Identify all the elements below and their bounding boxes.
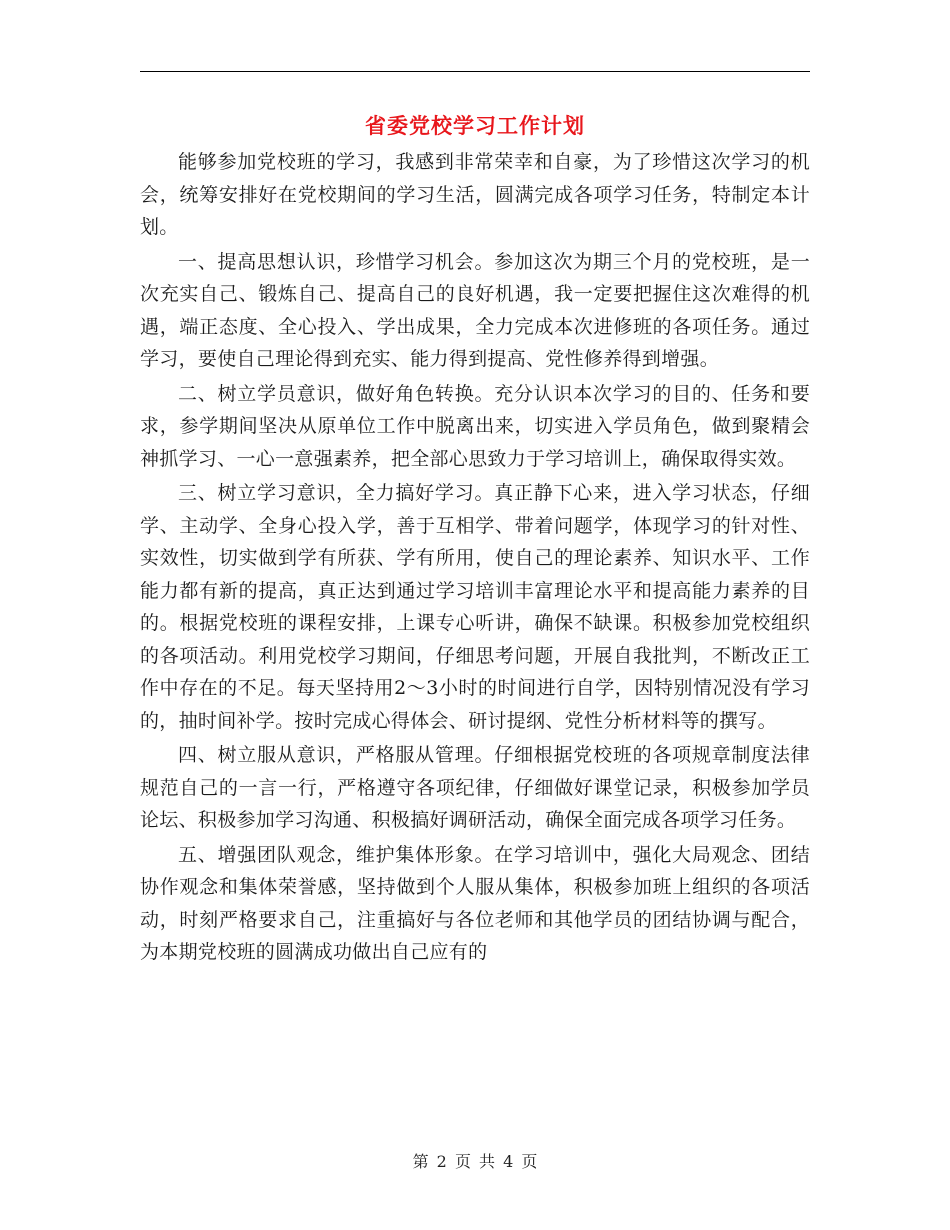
paragraph-section-5: 五、增强团队观念，维护集体形象。在学习培训中，强化大局观念、团结协作观念和集体荣誉感，坚持做到个人服从集体，积极参加班上组织的各项活动，时刻严格要求自己，注重搞好与各位老师和其他学员的团结协调与配合，为本期党校班的圆满成功做出自己应有的	[140, 843, 810, 963]
document-title: 省委党校学习工作计划	[365, 113, 585, 138]
paragraph-intro: 能够参加党校班的学习，我感到非常荣幸和自豪，为了珍惜这次学习的机会，统筹安排好在党校期间的学习生活，圆满完成各项学习任务，特制定本计划。	[140, 151, 810, 238]
header-rule	[140, 71, 810, 72]
paragraph-section-3: 三、树立学习意识，全力搞好学习。真正静下心来，进入学习状态，仔细学、主动学、全身心投入学，善于互相学、带着问题学，体现学习的针对性、实效性，切实做到学有所获、学有所用，使自己的理论素养、知识水平、工作能力都有新的提高，真正达到通过学习培训丰富理论水平和提高能力素养的目的。根据党校班的课程安排，上课专心听讲，确保不缺课。积极参加党校组织的各项活动。利用党校学习期间，仔细思考问题，开展自我批判，不断改正工作中存在的不足。每天坚持用2～3小时的时间进行自学，因特别情况没有学习的，抽时间补学。按时完成心得体会、研讨提纲、党性分析材料等的撰写。	[140, 482, 810, 732]
paragraph-section-4: 四、树立服从意识，严格服从管理。仔细根据党校班的各项规章制度法律规范自己的一言一行，严格遵守各项纪律，仔细做好课堂记录，积极参加学员论坛、积极参加学习沟通、积极搞好调研活动，确保全面完成各项学习任务。	[140, 744, 810, 831]
paragraph-section-2: 二、树立学员意识，做好角色转换。充分认识本次学习的目的、任务和要求，参学期间坚决从原单位工作中脱离出来，切实进入学员角色，做到聚精会神抓学习、一心一意强素养，把全部心思致力于学习培训上，确保取得实效。	[140, 382, 810, 470]
page-number-footer: 第 2 页 共 4 页	[412, 1152, 538, 1171]
paragraph-section-1: 一、提高思想认识，珍惜学习机会。参加这次为期三个月的党校班，是一次充实自己、锻炼自己、提高自己的良好机遇，我一定要把握住这次难得的机遇，端正态度、全心投入、学出成果，全力完成本次进修班的各项任务。通过学习，要使自己理论得到充实、能力得到提高、党性修养得到增强。	[140, 250, 810, 370]
document-body	[140, 146, 810, 971]
